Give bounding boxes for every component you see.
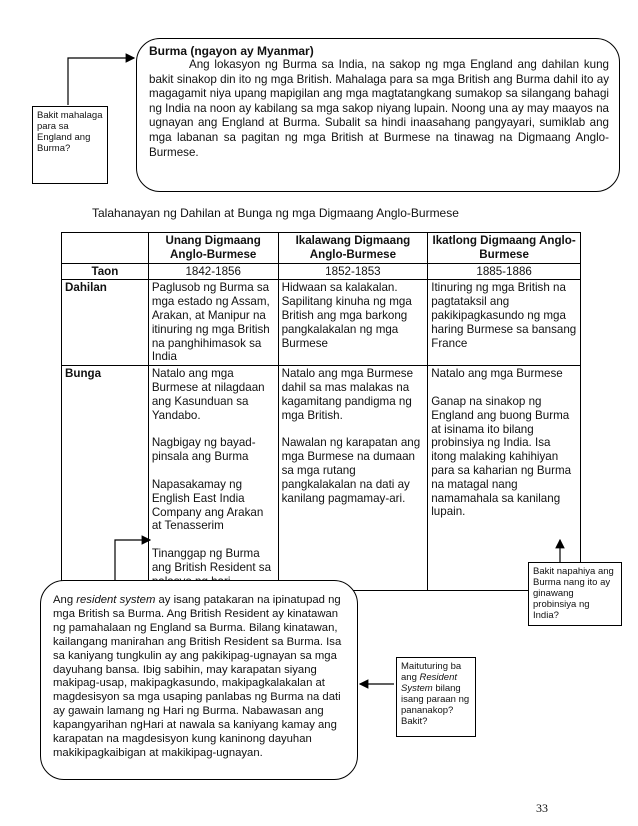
bunga-una-p3: Napasakamay ng English East India Company ang Arakan at Tenasserim: [151, 477, 264, 533]
note-maituturing-pre: Maituturing ba ang: [401, 661, 462, 683]
bunga-una-p1: Natalo ang mga Burmese at nilagdaan ang Kasunduan sa Yandabo.: [151, 367, 265, 422]
row-label-dahilan: Dahilan: [62, 280, 149, 366]
bunga-ikatlo: [428, 366, 581, 590]
header-una: Unang Digmaang Anglo-Burmese: [148, 233, 278, 264]
table-row-taon: [62, 263, 581, 280]
bunga-ikalawa-p2: Nawalan ng karapatan ang mga Burmese na dumaan sa mga rutang pangkalakalan na dati ay kanilang pagmamay-ari.: [281, 436, 421, 505]
resident-system-box: [40, 580, 358, 780]
bunga-ikalawa: [278, 366, 428, 590]
burma-info-box: [136, 38, 620, 192]
header-ikalawa: Ikalawang Digmaang Anglo-Burmese: [278, 233, 428, 264]
header-empty: [62, 233, 149, 264]
dahilan-ikatlo: Itinuring ng mga British na pagtataksil ang pakikipagkasundo ng mga haring Burmese sa bansang France: [428, 280, 581, 366]
table-header-row: [62, 233, 581, 264]
note-bakit-napahiya: Bakit napahiya ang Burma nang ito ay ginawang probinsiya ng India?: [528, 562, 622, 626]
resident-term: resident system: [76, 594, 156, 606]
table-row-bunga: [62, 366, 581, 590]
note-maituturing-term: Resident System: [401, 672, 457, 694]
note-bakit-mahalaga: Bakit mahalaga para sa England ang Burma?: [32, 106, 108, 184]
table-caption: Talahanayan ng Dahilan at Bunga ng mga Digmaang Anglo-Burmese: [92, 206, 459, 220]
bunga-ikatlo-p2: Ganap na sinakop ng England ang buong Burma at isinama ito bilang probinsiya ng India. Isa itong malaking kahihiyan para sa kaharian ng Burma na matagal nang namamahala sa kanilang lupain.: [431, 394, 572, 519]
resident-text-pre: Ang: [53, 594, 77, 606]
row-label-bunga: Bunga: [62, 366, 149, 590]
header-ikatlo: Ikatlong Digmaang Anglo-Burmese: [428, 233, 581, 264]
anglo-burmese-table: [61, 232, 581, 591]
note-maituturing: [396, 657, 476, 737]
taon-una: 1842-1856: [148, 263, 278, 280]
dahilan-una: Paglusob ng Burma sa mga estado ng Assam, Arakan, at Manipur na itinuring ng mga British na panghihimasok sa India: [148, 280, 278, 366]
bunga-ikatlo-p1: Natalo ang mga Burmese: [431, 367, 563, 381]
table-row-dahilan: [62, 280, 581, 366]
row-label-taon: Taon: [62, 263, 149, 280]
burma-title: Burma (ngayon ay Myanmar): [149, 44, 314, 58]
bunga-una-p2: Nagbigay ng bayad-pinsala ang Burma: [151, 436, 256, 464]
taon-ikalawa: 1852-1853: [278, 263, 428, 280]
bunga-ikalawa-p1: Natalo ang mga Burmese dahil sa mas malakas na kagamitang pandigma ng mga British.: [281, 367, 414, 422]
page-number: 33: [536, 801, 548, 815]
resident-text-post: ay isang patakaran na ipinatupad ng mga British sa Burma. Ang British Resident ay kinatawan ng pamahalaan ng England sa Burma. Bilang kinatawan, kailangang manirahan ang British Resident sa Burma. Isa sa kaniyang tungkulin ay ang pakikipag-ugnayan sa mga dayuhang bansa. Ibig sabihin, may karapatan siyang makipag-usap, makipagkasundo, makipagkalakalan at magdesisyon sa mga usaping panlabas ng Burma na dati ay gawain lamang ng Hari ng Burma. Nabawasan ang kapangyarihan ngHari at nawala sa kaniyang kamay ang karapatan na magdesisyon kung kaninong dayuhan makikipagkaibigan at makikipag-ugnayan.: [53, 594, 342, 759]
bunga-una-p4: Tinanggap ng Burma ang British Resident sa: [151, 547, 272, 574]
taon-ikatlo: 1885-1886: [428, 263, 581, 280]
dahilan-ikalawa: Hidwaan sa kalakalan. Sapilitang kinuha ng mga British ang mga barkong pangkalakalan ng mga Burmese: [278, 280, 428, 366]
burma-text: Ang lokasyon ng Burma sa India, na sakop ng mga England ang dahilan kung bakit sinakop din ito ng mga British. Mahalaga para sa mga British ang Burma dahil ito ay magagamit niya upang mapigilan ang mga magtatangkang sumakop sa silangang bahagi ng India na noon ay kabilang sa mga sakop niyang lupain. Noong una ay may maayos na ugnayan ang England at Burma. Subalit sa hindi inaasahang pangyayari, sumiklab ang mga labanan sa pagitan ng mga British at Burmese na tinawag na Digmaang Anglo-Burmese.: [149, 58, 609, 159]
bunga-una: [148, 366, 278, 590]
note-maituturing-post: bilang isang paraan ng pananakop? Bakit?: [401, 683, 470, 727]
